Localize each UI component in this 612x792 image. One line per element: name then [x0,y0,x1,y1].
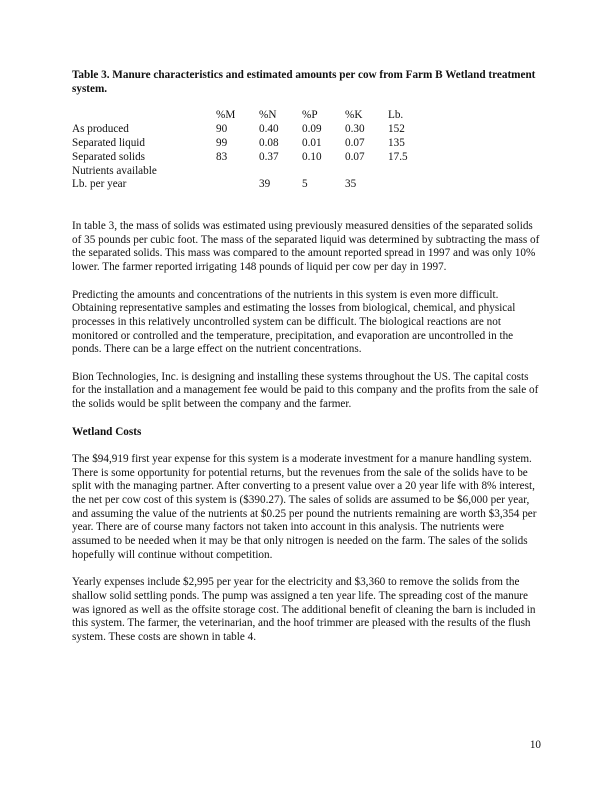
paragraph: Yearly expenses include $2,995 per year for the electricity and $3,360 to remove the solids from the shallow solid settling ponds. The pump was assigned a ten year life. The spreading cost of the manure was ignored as well as the offsite storage cost. The additional benefit of cleaning the barn is included in this system. The farmer, the veterinarian, and the hoof trimmer are pleased with the results of the flush system. These costs are shown in table 4. [72,576,536,644]
table-cell: 152 [388,123,405,136]
table-cell: Separated solids [72,150,146,163]
table-row [72,178,428,192]
table-cell: 5 [302,178,308,191]
paragraph: In table 3, the mass of solids was estimated using previously measured densities of the separated solids of 35 pounds per cubic foot. The mass of the separated liquid was determined by subtracting the mass of the separated solids. This mass was compared to the amount reported spread in 1997 and was only 10% lower. The farmer reported irrigating 148 pounds of liquid per cow per day in 1997. [72,220,540,274]
page-number: 10 [529,739,541,751]
table-row [72,123,428,137]
document-page [72,69,540,644]
table-cell [216,165,259,179]
table-header-cell: %P [302,109,318,122]
table-cell [345,165,388,179]
paragraph: The $94,919 first year expense for this system is a moderate investment for a manure handling system. There is some opportunity for potential returns, but the revenues from the sale of the solids have to be split with the managing partner. After converting to a present value over a 20 year life with 8% interest, the net per cow cost of this system is ($390.27). The sales of solids are assumed to be $6,000 per year, and assuming the value of the nutrients at $0.25 per pound the nutrients remaining are worth $3,354 per year. There are of course many factors not taken into account in this analysis. The nutrients were assumed to be needed when it may be that only nitrogen is needed on the farm. The sales of the solids hopefully will continue without competition. [72,452,537,561]
table-cell: As produced [72,123,129,136]
table-cell [216,178,259,192]
section-heading: Wetland Costs [72,425,142,438]
table-row [72,151,428,165]
table-header-cell: Lb. [388,109,404,122]
table-cell: Separated liquid [72,137,146,149]
table-cell: 135 [388,137,405,149]
table-cell: Lb. per year [72,178,127,191]
table-cell: 35 [345,178,357,191]
table-cell: 0.10 [302,150,322,163]
table-row [72,137,428,151]
table-header-cell: %K [345,109,363,122]
table-cell: 90 [216,123,228,136]
table-cell: 0.07 [345,137,365,149]
body-text [72,220,540,658]
table-header-cell: %N [259,109,277,122]
table-caption: Table 3. Manure characteristics and estimated amounts per cow from Farm B Wetland treatment system. [72,69,536,95]
table-cell: 0.07 [345,150,365,163]
table-cell: 83 [216,150,228,163]
table-cell: 0.30 [345,123,365,136]
table-cell: 0.08 [259,137,279,149]
table-cell: 39 [259,178,271,191]
table-cell [259,165,302,179]
table-header-cell: %M [216,109,236,122]
table-cell: 0.09 [302,123,322,136]
table-header-cell [72,109,216,123]
table-cell: 0.40 [259,123,279,136]
table-cell: 99 [216,137,228,149]
table-cell [302,165,345,179]
manure-table [72,109,428,192]
paragraph: Bion Technologies, Inc. is designing and installing these systems throughout the US. The capital costs for the installation and a management fee would be paid to this company and the profits from the sale of the solids would be split between the company and the farmer. [72,370,539,411]
table-cell [388,165,428,179]
table-cell: Nutrients available [72,164,157,177]
paragraph: Predicting the amounts and concentrations of the nutrients in this system is even more difficult. Obtaining representative samples and estimating the losses from biological, chemical, and physical processes in this relatively uncontrolled system can be difficult. The biological reactions are not monitored or controlled and the temperature, precipitation, and evaporation are uncontrolled in the ponds. There can be a large effect on the nutrient concentrations. [72,288,516,356]
table-cell: 17.5 [388,150,408,163]
table-cell: 0.37 [259,150,279,163]
table-header-row [72,109,428,123]
table-cell: 0.01 [302,137,322,149]
table-cell [388,178,428,192]
table-row [72,165,428,179]
